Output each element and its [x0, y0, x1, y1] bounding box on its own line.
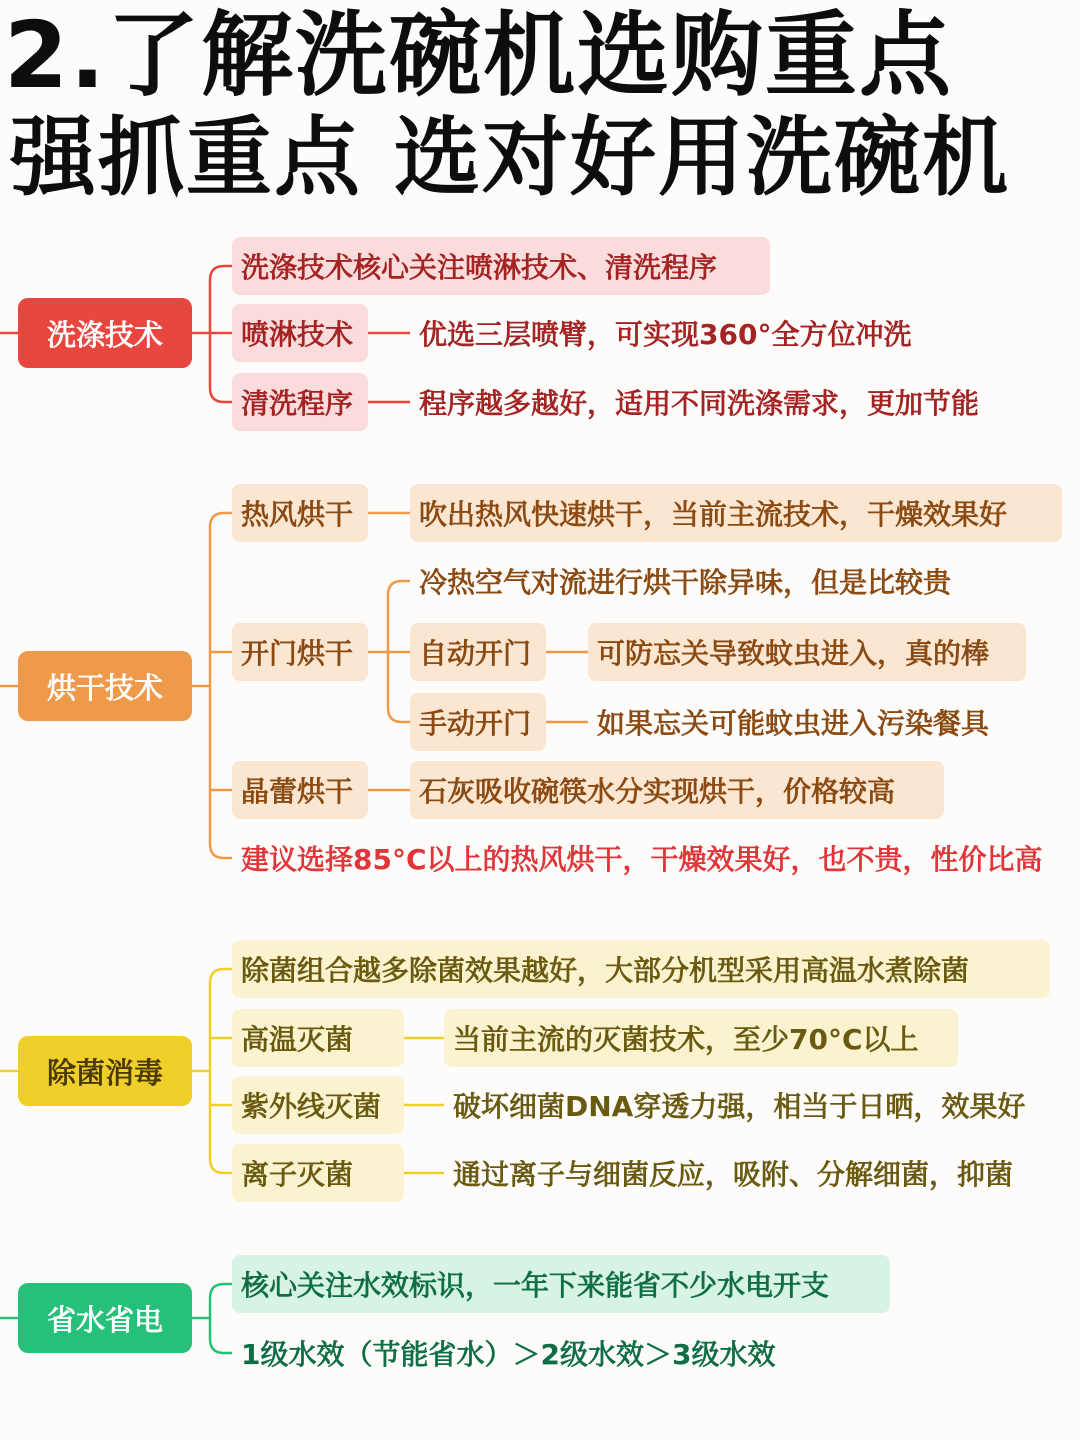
page-title: 2.了解洗碗机选购重点 [4, 2, 953, 109]
category-energy-saving: 省水省电 [18, 1283, 192, 1353]
spray-tech-desc: 优选三层喷臂，可实现360°全方位冲洗 [419, 318, 912, 351]
water-efficiency-ranking: 1级水效（节能省水）＞2级水效＞3级水效 [241, 1338, 776, 1371]
sterilization-core-note: 除菌组合越多除菌效果越好，大部分机型采用高温水煮除菌 [232, 940, 1050, 998]
manual-door-node: 手动开门 [410, 693, 546, 751]
zeolite-drying-node: 晶蕾烘干 [232, 761, 368, 819]
page-subtitle: 强抓重点 选对好用洗碗机 [10, 108, 1010, 208]
category-sterilization: 除菌消毒 [18, 1036, 192, 1106]
drying-recommendation: 建议选择85°C以上的热风烘干，干燥效果好，也不贵，性价比高 [241, 843, 1043, 876]
door-open-drying-node: 开门烘干 [232, 623, 368, 681]
hot-air-drying-desc: 吹出热风快速烘干，当前主流技术，干燥效果好 [410, 484, 1062, 542]
manual-door-desc: 如果忘关可能蚊虫进入污染餐具 [597, 707, 990, 740]
category-washing: 洗涤技术 [18, 298, 192, 368]
uv-node: 紫外线灭菌 [232, 1076, 404, 1134]
door-open-drying-note: 冷热空气对流进行烘干除异味，但是比较贵 [419, 566, 952, 599]
zeolite-drying-desc: 石灰吸收碗筷水分实现烘干，价格较高 [410, 761, 944, 819]
wash-program-desc: 程序越多越好，适用不同洗涤需求，更加节能 [419, 387, 980, 420]
high-temp-desc: 当前主流的灭菌技术，至少70°C以上 [444, 1009, 958, 1067]
washing-core-note: 洗涤技术核心关注喷淋技术、清洗程序 [232, 237, 770, 295]
uv-desc: 破坏细菌DNA穿透力强，相当于日晒，效果好 [453, 1090, 1026, 1123]
high-temp-node: 高温灭菌 [232, 1009, 404, 1067]
auto-door-node: 自动开门 [410, 623, 546, 681]
auto-door-desc: 可防忘关导致蚊虫进入，真的棒 [588, 623, 1026, 681]
category-drying: 烘干技术 [18, 651, 192, 721]
water-efficiency-note: 核心关注水效标识，一年下来能省不少水电开支 [232, 1255, 890, 1313]
ion-node: 离子灭菌 [232, 1144, 404, 1202]
ion-desc: 通过离子与细菌反应，吸附、分解细菌，抑菌 [453, 1158, 1014, 1191]
hot-air-drying-node: 热风烘干 [232, 484, 368, 542]
spray-tech-node: 喷淋技术 [232, 304, 368, 362]
wash-program-node: 清洗程序 [232, 373, 368, 431]
